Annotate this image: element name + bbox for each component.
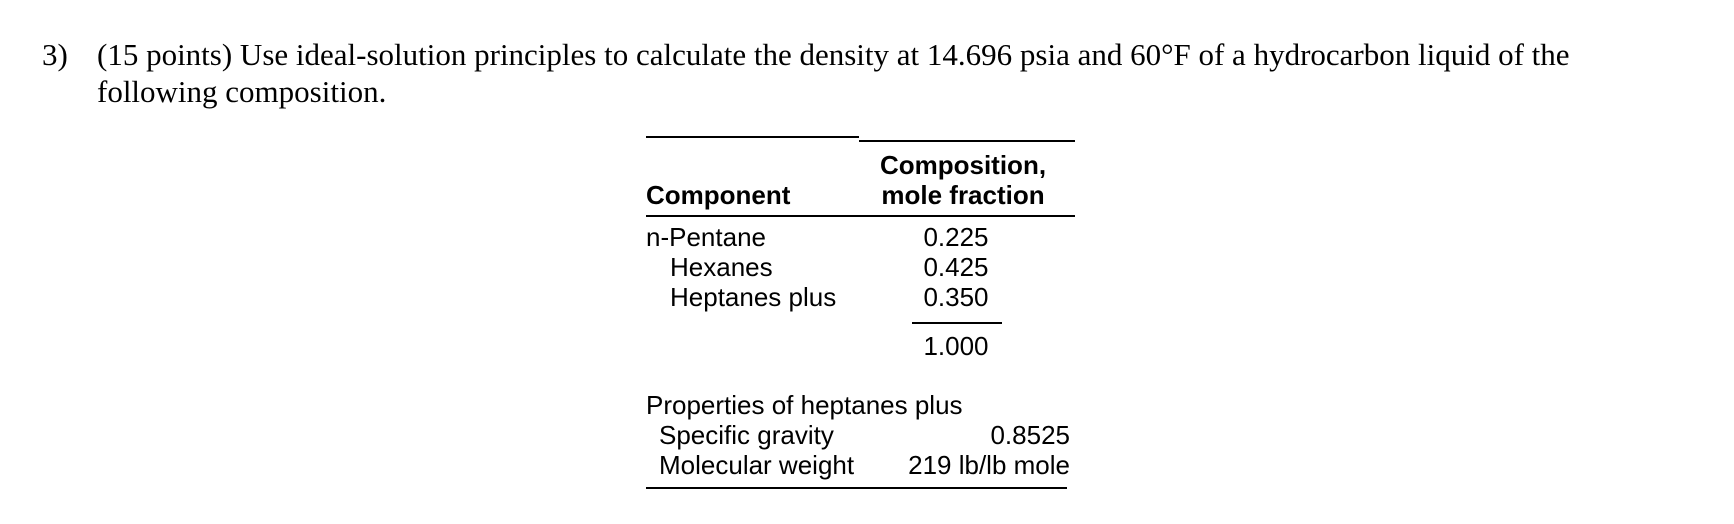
row-1-fraction: 0.425 (923, 252, 989, 282)
property-0-label: Specific gravity (659, 420, 834, 450)
table-top-rule-right (859, 140, 1075, 142)
properties-title: Properties of heptanes plus (646, 390, 963, 420)
question-text: (15 points) Use ideal-solution principles to calculate the density at 14.696 psia and 60°F of a hydrocarbon liquid of the following composition. (97, 37, 1570, 109)
sum-rule (912, 322, 1002, 324)
row-1-component: Hexanes (670, 252, 773, 282)
composition-table (646, 136, 1076, 498)
row-0-component: n-Pentane (646, 222, 766, 252)
property-0-value: 0.8525 (990, 420, 1070, 450)
row-2-component: Heptanes plus (670, 282, 837, 312)
row-0-fraction: 0.225 (923, 222, 989, 252)
component-header: Component (646, 180, 791, 210)
table-top-rule (646, 136, 859, 138)
total-fraction: 1.000 (923, 331, 989, 361)
composition-header-line2: mole fraction (881, 180, 1045, 210)
composition-header-line1: Composition, (879, 150, 1047, 180)
question-number: 3) (42, 37, 68, 72)
table-bottom-rule (646, 487, 1067, 489)
header-bottom-rule (646, 215, 1075, 217)
property-1-value: 219 lb/lb mole (908, 450, 1070, 480)
row-2-fraction: 0.350 (923, 282, 989, 312)
property-1-label: Molecular weight (659, 450, 855, 480)
